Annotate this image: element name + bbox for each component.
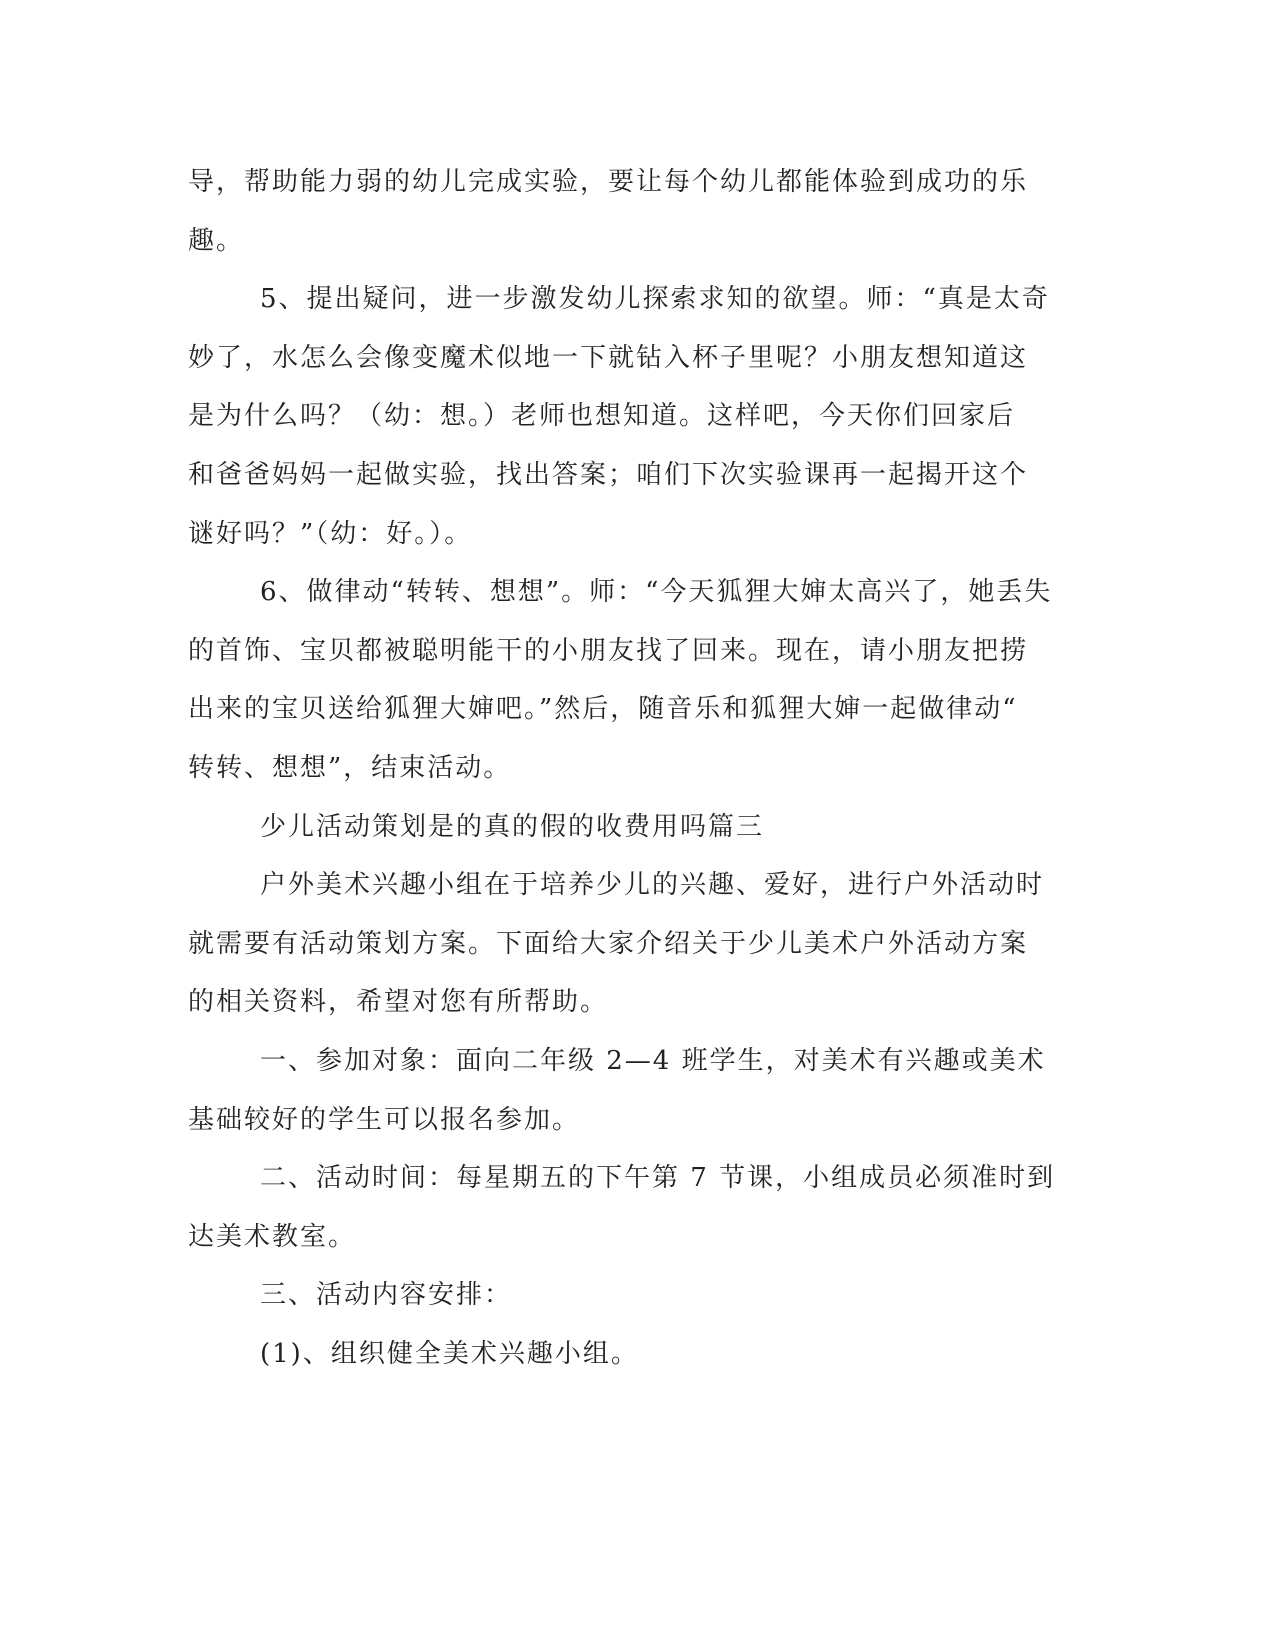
text-line: 达美术教室。 bbox=[188, 1222, 357, 1252]
text-line: 妙了，水怎么会像变魔术似地一下就钻入杯子里呢？小朋友想知道这 bbox=[188, 343, 1029, 373]
text-line: 出来的宝贝送给狐狸大婶吧。”然后，随音乐和狐狸大婶一起做律动“ bbox=[188, 694, 1018, 724]
text-line: 和爸爸妈妈一起做实验，找出答案；咱们下次实验课再一起揭开这个 bbox=[188, 460, 1029, 490]
text-line: 基础较好的学生可以报名参加。 bbox=[188, 1105, 581, 1135]
text-line: 就需要有活动策划方案。下面给大家介绍关于少儿美术户外活动方案 bbox=[188, 929, 1029, 959]
text-line: 三、活动内容安排： bbox=[260, 1280, 513, 1310]
text-line: 的首饰、宝贝都被聪明能干的小朋友找了回来。现在，请小朋友把捞 bbox=[188, 636, 1029, 666]
section-heading: 少儿活动策划是的真的假的收费用吗篇三 bbox=[260, 812, 765, 842]
text-line: 是为什么吗？（幼：想。）老师也想知道。这样吧，今天你们回家后 bbox=[188, 401, 1016, 431]
text-line: 户外美术兴趣小组在于培养少儿的兴趣、爱好，进行户外活动时 bbox=[260, 870, 1045, 900]
text-line: 谜好吗？”（幼：好。）。 bbox=[188, 519, 473, 549]
text-line: 二、活动时间：每星期五的下午第 7 节课，小组成员必须准时到 bbox=[260, 1163, 1056, 1193]
text-line: 的相关资料，希望对您有所帮助。 bbox=[188, 987, 609, 1017]
text-line: (1)、组织健全美术兴趣小组。 bbox=[260, 1339, 639, 1369]
text-line: 一、参加对象：面向二年级 2—4 班学生，对美术有兴趣或美术 bbox=[260, 1046, 1046, 1076]
text-line: 6、做律动“转转、想想”。师：“今天狐狸大婶太高兴了，她丢失 bbox=[260, 577, 1053, 607]
text-line: 导，帮助能力弱的幼儿完成实验，要让每个幼儿都能体验到成功的乐 bbox=[188, 167, 1029, 197]
text-line: 5、提出疑问，进一步激发幼儿探索求知的欲望。师：“真是太奇 bbox=[260, 284, 1050, 314]
text-line: 趣。 bbox=[188, 226, 245, 256]
text-line: 转转、想想”，结束活动。 bbox=[188, 753, 512, 783]
